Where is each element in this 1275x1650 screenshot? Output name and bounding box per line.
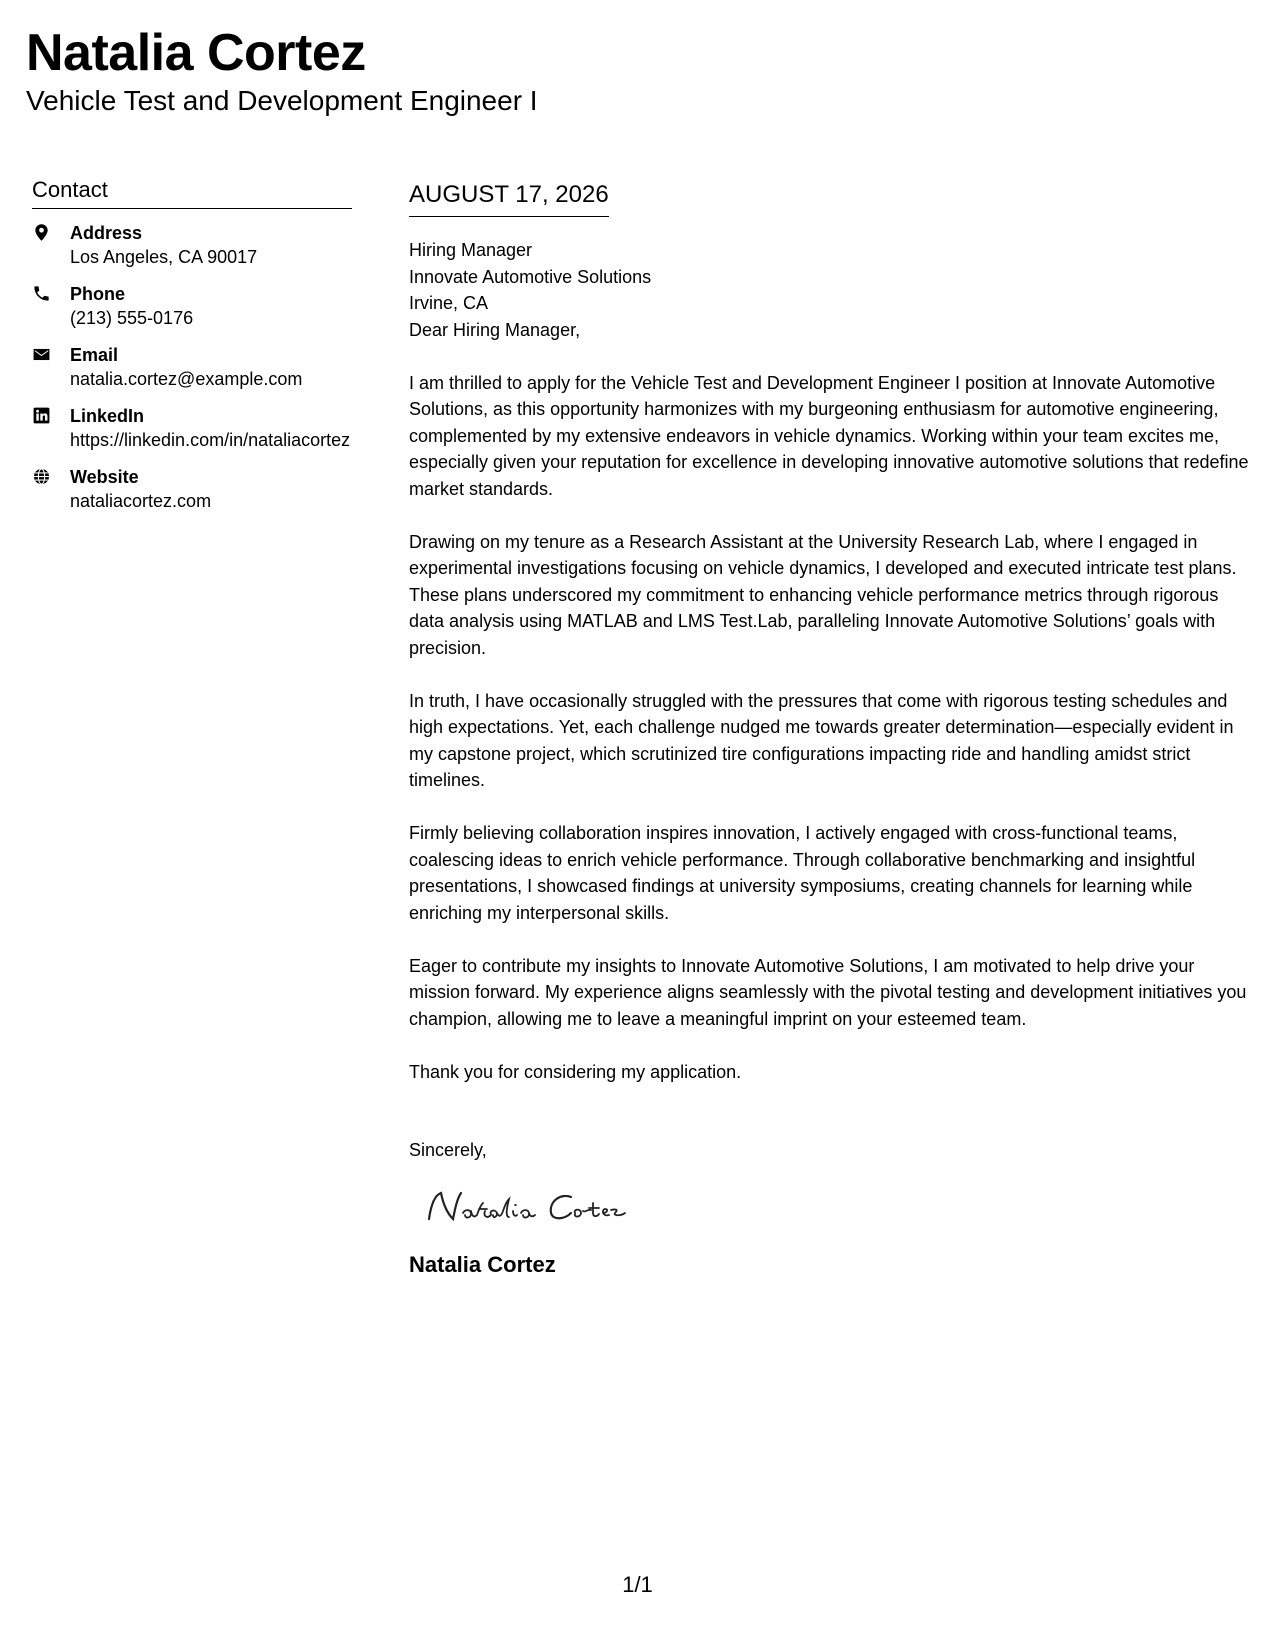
contact-heading: Contact (32, 176, 352, 209)
linkedin-value[interactable]: https://linkedin.com/in/nataliacortez (70, 430, 351, 450)
address-value: Los Angeles, CA 90017 (70, 247, 258, 267)
recipient-company: Innovate Automotive Solutions (409, 266, 652, 287)
map-pin-icon (32, 221, 70, 242)
handwritten-signature (423, 1183, 1249, 1231)
recipient-line: Hiring Manager (409, 240, 533, 260)
closing: Sincerely, (409, 1140, 487, 1160)
contact-item-email (32, 343, 352, 391)
signer-name: Natalia Cortez (409, 1252, 556, 1277)
recipient-block (409, 237, 1249, 317)
contact-item-phone (32, 282, 352, 330)
page-number: 1/1 (622, 1572, 653, 1597)
phone-icon (32, 282, 70, 303)
paragraph: Thank you for considering my application. (409, 1061, 742, 1082)
date-block (409, 180, 609, 217)
recipient-location: Irvine, CA (409, 293, 489, 313)
contact-item-website (32, 465, 352, 513)
linkedin-icon (32, 404, 70, 425)
letter-text (409, 317, 1249, 1086)
salutation: Dear Hiring Manager, (409, 319, 581, 340)
globe-icon (32, 465, 70, 486)
contact-item-address (32, 221, 352, 269)
address-label: Address (70, 223, 143, 243)
linkedin-label: LinkedIn (70, 406, 145, 426)
email-label: Email (70, 345, 119, 365)
paragraph: Eager to contribute my insights to Innovate Automotive Solutions, I am motivated to help drive your mission forward. My experience aligns seamlessly with the pivotal testing and development initiatives you champion, allowing me to leave a meaningful imprint on your esteemed team. (409, 955, 1247, 1029)
email-value[interactable]: natalia.cortez@example.com (70, 369, 303, 389)
applicant-name: Natalia Cortez (26, 24, 366, 82)
website-label: Website (70, 467, 139, 487)
paragraph: Drawing on my tenure as a Research Assistant at the University Research Lab, where I engaged in experimental investigations focusing on vehicle dynamics, I developed and executed intricate test plans. These plans underscored my commitment to enhancing vehicle performance metrics through rigorous data analysis using MATLAB and LMS Test.Lab, paralleling Innovate Automotive Solutions’ goals with precision. (409, 531, 1237, 658)
paragraph: In truth, I have occasionally struggled with the pressures that come with rigorous testing schedules and high expectations. Yet, each challenge nudged me towards greater determination—especially evident in my capstone project, which scrutinized tire configurations impacting ride and handling amidst strict timelines. (409, 690, 1234, 790)
phone-value[interactable]: (213) 555-0176 (70, 308, 194, 328)
letter-date: AUGUST 17, 2026 (409, 181, 609, 208)
job-title: Vehicle Test and Development Engineer I (26, 85, 538, 116)
website-value[interactable]: nataliacortez.com (70, 491, 212, 511)
envelope-icon (32, 343, 70, 364)
contact-sidebar (32, 176, 352, 526)
paragraph: I am thrilled to apply for the Vehicle Test and Development Engineer I position at Innovate Automotive Solutions, as this opportunity harmonizes with my burgeoning enthusiasm for automotive engineering, complemented by my extensive endeavors in vehicle dynamics. Working within your team excites me, especially given your reputation for excellence in developing innovative automotive solutions that redefine market standards. (409, 372, 1249, 499)
contact-item-linkedin (32, 404, 352, 452)
header (26, 22, 538, 118)
paragraph: Firmly believing collaboration inspires innovation, I actively engaged with cross-functional teams, coalescing ideas to enrich vehicle performance. Through collaborative benchmarking and insightful presentations, I showcased findings at university symposiums, creating channels for learning while enriching my interpersonal skills. (409, 823, 1196, 923)
letter-body (409, 180, 1249, 1279)
phone-label: Phone (70, 284, 126, 304)
